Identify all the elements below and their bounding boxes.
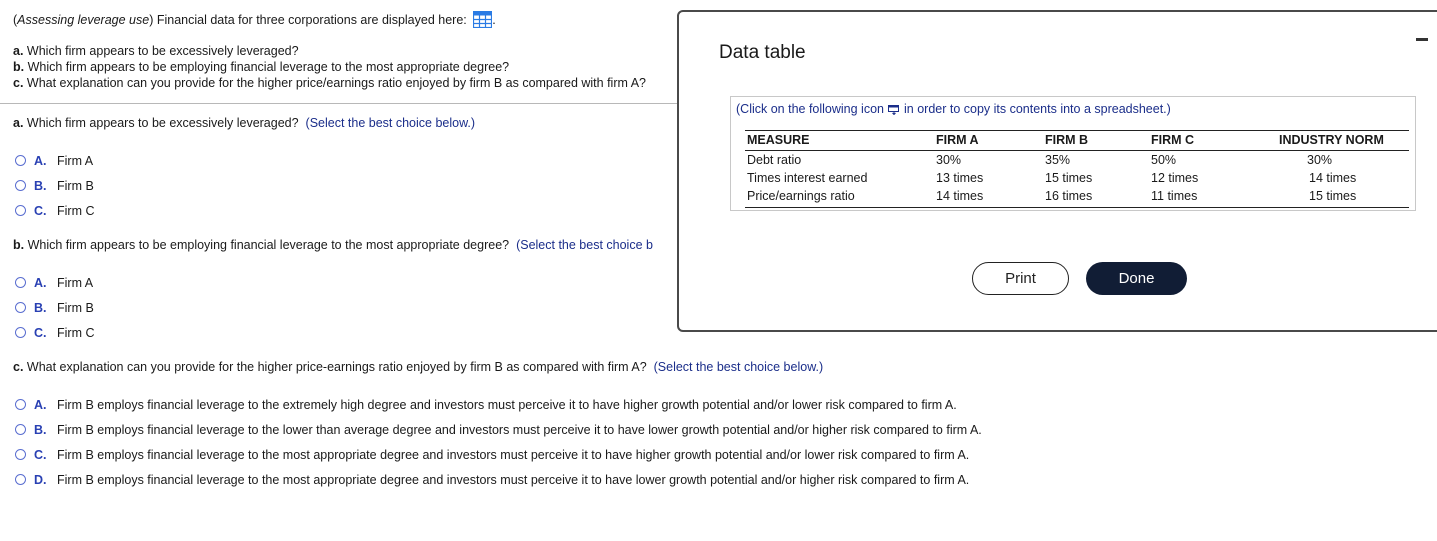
part-text: Which firm appears to be excessively leveraged?: [23, 44, 299, 58]
part-letter: a.: [13, 44, 24, 58]
radio-button[interactable]: [15, 474, 26, 485]
data-table-icon[interactable]: [473, 11, 492, 31]
option-text: Firm B: [57, 179, 94, 193]
header-firm-b: FIRM B: [1045, 133, 1089, 147]
option-text: Firm B employs financial leverage to the extremely high degree and investors must perceive it to have higher growth potential and/or lower risk compared to firm A.: [57, 398, 957, 412]
option-text: Firm B: [57, 301, 94, 315]
radio-button[interactable]: [15, 277, 26, 288]
cell-industry-norm: 30%: [1307, 153, 1333, 167]
option-letter: C.: [34, 204, 47, 218]
intro-topic: Assessing leverage use: [17, 13, 150, 27]
option-text: Firm C: [57, 326, 95, 340]
section-letter: a.: [13, 116, 24, 130]
data-table-container: [730, 96, 1416, 211]
option-letter: A.: [34, 276, 47, 290]
option-letter: A.: [34, 398, 47, 412]
minimize-icon[interactable]: [1416, 38, 1428, 41]
radio-button[interactable]: [15, 327, 26, 338]
option-letter: B.: [34, 301, 47, 315]
copy-note-prefix: (Click on the following icon: [736, 102, 884, 116]
option-letter: A.: [34, 154, 47, 168]
print-button[interactable]: Print: [972, 262, 1069, 295]
section-hint: (Select the best choice below.): [305, 116, 476, 130]
option-text: Firm B employs financial leverage to the most appropriate degree and investors must perceive it to have lower growth potential and/or higher risk compared to firm A.: [57, 473, 970, 487]
radio-button[interactable]: [15, 399, 26, 410]
option-letter: C.: [34, 326, 47, 340]
cell-firm-a: 30%: [936, 153, 962, 167]
option-letter: B.: [34, 179, 47, 193]
question-part-a: [13, 44, 299, 58]
table-top-rule: [745, 130, 1409, 131]
header-firm-c: FIRM C: [1151, 133, 1195, 147]
intro-text: ) Financial data for three corporations are displayed here:: [149, 13, 467, 27]
copy-note: [736, 102, 1171, 118]
section-c-question: [13, 360, 823, 374]
header-industry-norm: INDUSTRY NORM: [1279, 133, 1384, 147]
radio-button[interactable]: [15, 424, 26, 435]
copy-spreadsheet-icon[interactable]: [888, 104, 900, 118]
option-letter: B.: [34, 423, 47, 437]
section-letter: b.: [13, 238, 25, 252]
cell-firm-b: 16 times: [1045, 189, 1093, 203]
cell-industry-norm: 14 times: [1309, 171, 1357, 185]
option-letter: C.: [34, 448, 47, 462]
section-a-question: [13, 116, 475, 130]
header-measure: MEASURE: [747, 133, 810, 147]
cell-industry-norm: 15 times: [1309, 189, 1357, 203]
cell-firm-b: 15 times: [1045, 171, 1093, 185]
part-text: Which firm appears to be employing financial leverage to the most appropriate degree?: [24, 60, 510, 74]
part-letter: c.: [13, 76, 24, 90]
radio-button[interactable]: [15, 302, 26, 313]
section-divider: [0, 103, 678, 104]
section-question-text: Which firm appears to be employing financial leverage to the most appropriate degree?: [24, 238, 510, 252]
section-question-text: What explanation can you provide for the higher price-earnings ratio enjoyed by firm B as compared with firm A?: [23, 360, 647, 374]
part-letter: b.: [13, 60, 25, 74]
cell-measure: Times interest earned: [747, 171, 868, 185]
header-rule: [745, 150, 1409, 151]
section-b-question: [13, 238, 677, 252]
cell-firm-c: 12 times: [1151, 171, 1199, 185]
intro-paren: (: [13, 13, 18, 27]
question-part-b: [13, 60, 509, 74]
table-bottom-rule: [745, 207, 1409, 208]
section-hint: (Select the best choice below.): [653, 360, 824, 374]
done-button[interactable]: Done: [1086, 262, 1187, 295]
radio-button[interactable]: [15, 205, 26, 216]
cell-firm-c: 50%: [1151, 153, 1177, 167]
cell-firm-a: 14 times: [936, 189, 984, 203]
option-text: Firm C: [57, 204, 95, 218]
copy-note-suffix: in order to copy its contents into a spreadsheet.): [904, 102, 1171, 116]
section-question-text: Which firm appears to be excessively leveraged?: [23, 116, 299, 130]
section-hint: (Select the best choice b: [516, 238, 653, 252]
radio-button[interactable]: [15, 449, 26, 460]
option-text: Firm A: [57, 276, 94, 290]
cell-measure: Price/earnings ratio: [747, 189, 855, 203]
intro-period: .: [492, 13, 496, 27]
radio-button[interactable]: [15, 180, 26, 191]
data-table-modal: [677, 10, 1437, 332]
intro-line: [13, 11, 496, 31]
modal-title: Data table: [719, 42, 806, 63]
question-part-c: [13, 76, 646, 90]
cell-measure: Debt ratio: [747, 153, 802, 167]
header-firm-a: FIRM A: [936, 133, 979, 147]
option-text: Firm B employs financial leverage to the most appropriate degree and investors must perceive it to have higher growth potential and/or lower risk compared to firm A.: [57, 448, 970, 462]
radio-button[interactable]: [15, 155, 26, 166]
part-text: What explanation can you provide for the higher price/earnings ratio enjoyed by firm B as compared with firm A?: [23, 76, 646, 90]
cell-firm-c: 11 times: [1151, 189, 1198, 203]
option-text: Firm B employs financial leverage to the lower than average degree and investors must perceive it to have lower growth potential and/or higher risk compared to firm A.: [57, 423, 982, 437]
cell-firm-b: 35%: [1045, 153, 1071, 167]
option-letter: D.: [34, 473, 47, 487]
section-letter: c.: [13, 360, 24, 374]
cell-firm-a: 13 times: [936, 171, 984, 185]
option-text: Firm A: [57, 154, 94, 168]
